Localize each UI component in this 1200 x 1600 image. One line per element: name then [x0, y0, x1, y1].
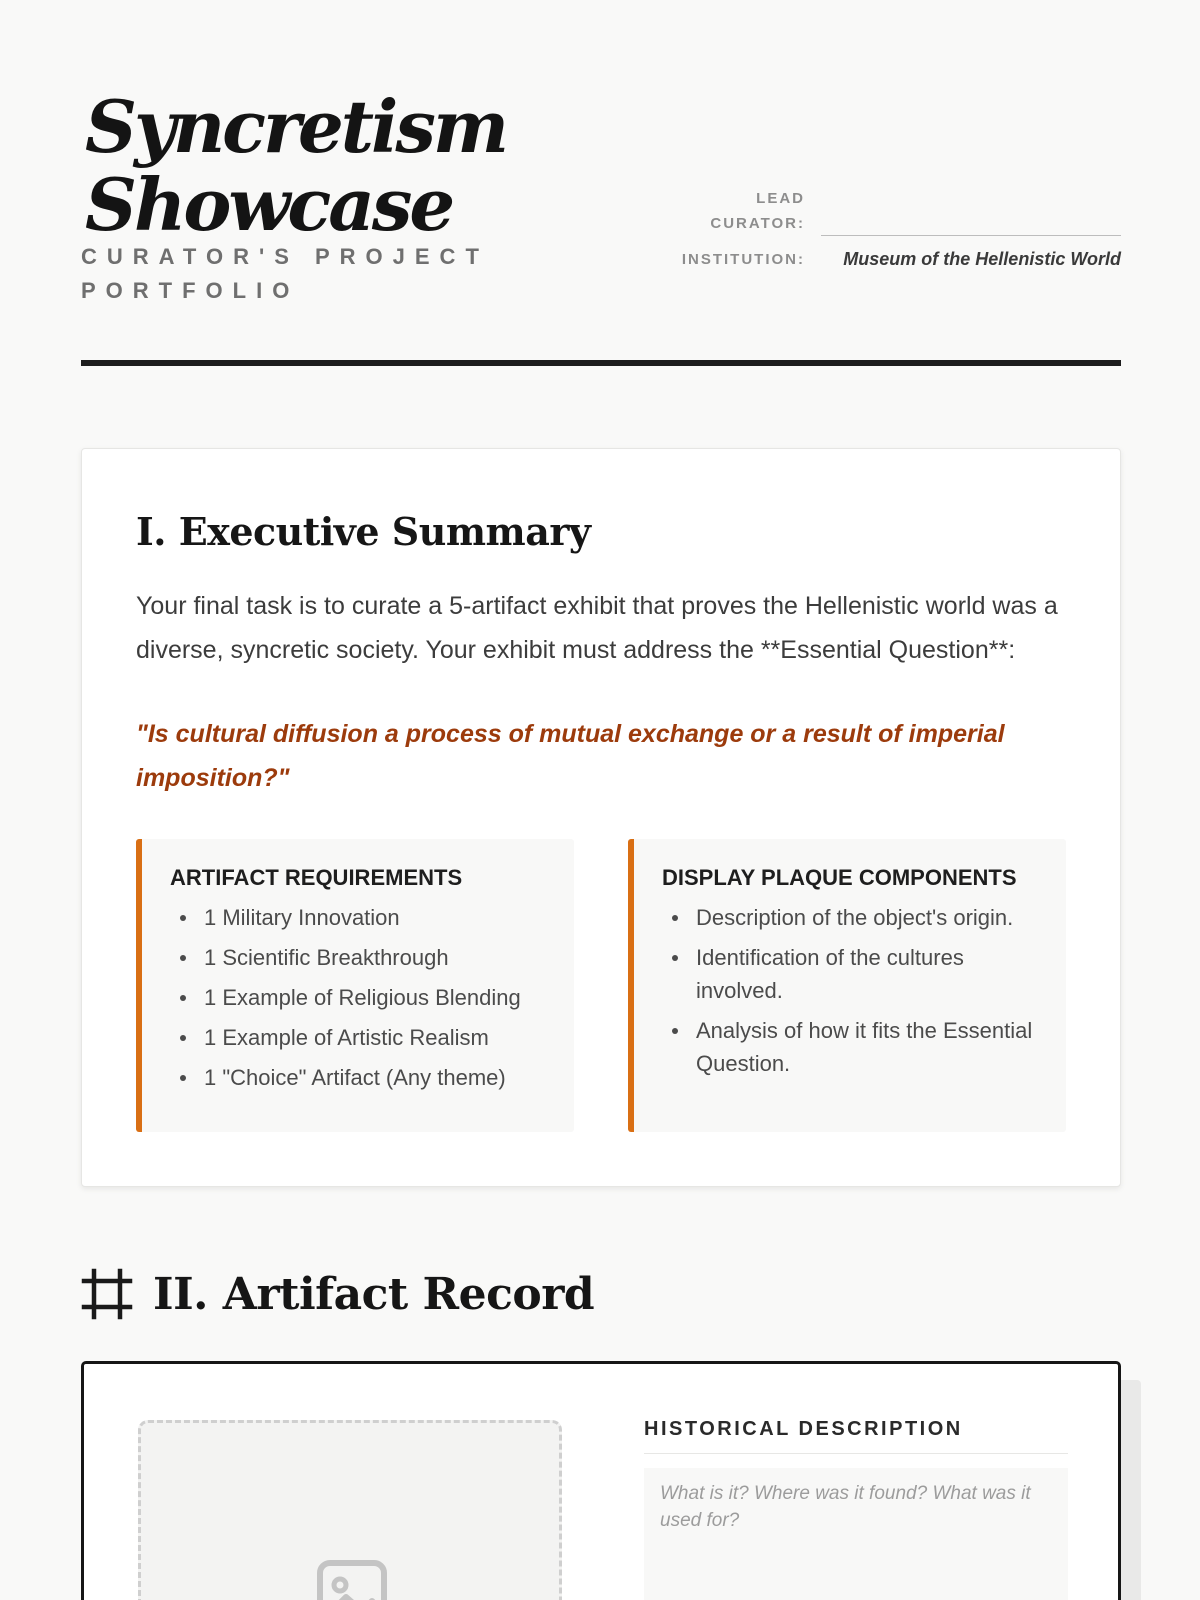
- list-item: Description of the object's origin.: [668, 901, 1066, 934]
- page-subtitle: CURATOR'S PROJECT PORTFOLIO: [81, 244, 489, 303]
- list-item: Analysis of how it fits the Essential Question.: [668, 1014, 1066, 1080]
- lead-curator-field[interactable]: [821, 192, 1121, 236]
- plaque-components-title: DISPLAY PLAQUE COMPONENTS: [662, 865, 1017, 890]
- artifact-requirements-title: ARTIFACT REQUIREMENTS: [170, 865, 463, 890]
- artifact-record-header: [81, 1266, 594, 1322]
- page-title: [85, 84, 605, 247]
- list-item: 1 Example of Religious Blending: [176, 981, 574, 1014]
- essential-question: "Is cultural diffusion a process of mutual exchange or a result of imperial imposition?": [136, 720, 1005, 792]
- executive-summary-body: Your final task is to curate a 5-artifact exhibit that proves the Hellenistic world was a diverse, syncretic society. Your exhibit must address the **Essential Question**:: [136, 592, 1058, 664]
- artifact-image-dropzone[interactable]: [138, 1420, 562, 1600]
- project-meta: [681, 186, 1121, 282]
- list-item: 1 "Choice" Artifact (Any theme): [176, 1061, 574, 1094]
- executive-summary-card: [81, 448, 1121, 1187]
- list-item: 1 Scientific Breakthrough: [176, 941, 574, 974]
- artifact-requirements-box: [136, 839, 574, 1132]
- artifact-record-heading: II. Artifact Record: [153, 1268, 595, 1320]
- frame-grid-icon: [81, 1268, 133, 1320]
- header-divider: [81, 360, 1121, 366]
- plaque-components-list: [662, 901, 1066, 1080]
- institution-label: INSTITUTION:: [681, 251, 805, 268]
- list-item: 1 Example of Artistic Realism: [176, 1021, 574, 1054]
- list-item: 1 Military Innovation: [176, 901, 574, 934]
- historical-description-input[interactable]: [644, 1468, 1068, 1600]
- artifact-requirements-list: [170, 901, 574, 1094]
- title-line-1: Syncretism: [85, 84, 507, 169]
- lead-curator-row: [681, 186, 1121, 236]
- image-placeholder-icon: [316, 1559, 388, 1600]
- historical-description-label: HISTORICAL DESCRIPTION: [644, 1418, 963, 1440]
- plaque-components-box: [628, 839, 1066, 1132]
- lead-curator-label: LEAD CURATOR:: [710, 190, 805, 232]
- executive-summary-heading: I. Executive Summary: [136, 509, 591, 554]
- institution-row: [681, 246, 1121, 272]
- description-divider: [644, 1453, 1068, 1454]
- artifact-record-card: [81, 1361, 1121, 1600]
- page-header: [81, 84, 1121, 304]
- title-line-2: Showcase: [85, 162, 453, 247]
- institution-value: Museum of the Hellenistic World: [843, 249, 1121, 269]
- list-item: Identification of the cultures involved.: [668, 941, 1066, 1007]
